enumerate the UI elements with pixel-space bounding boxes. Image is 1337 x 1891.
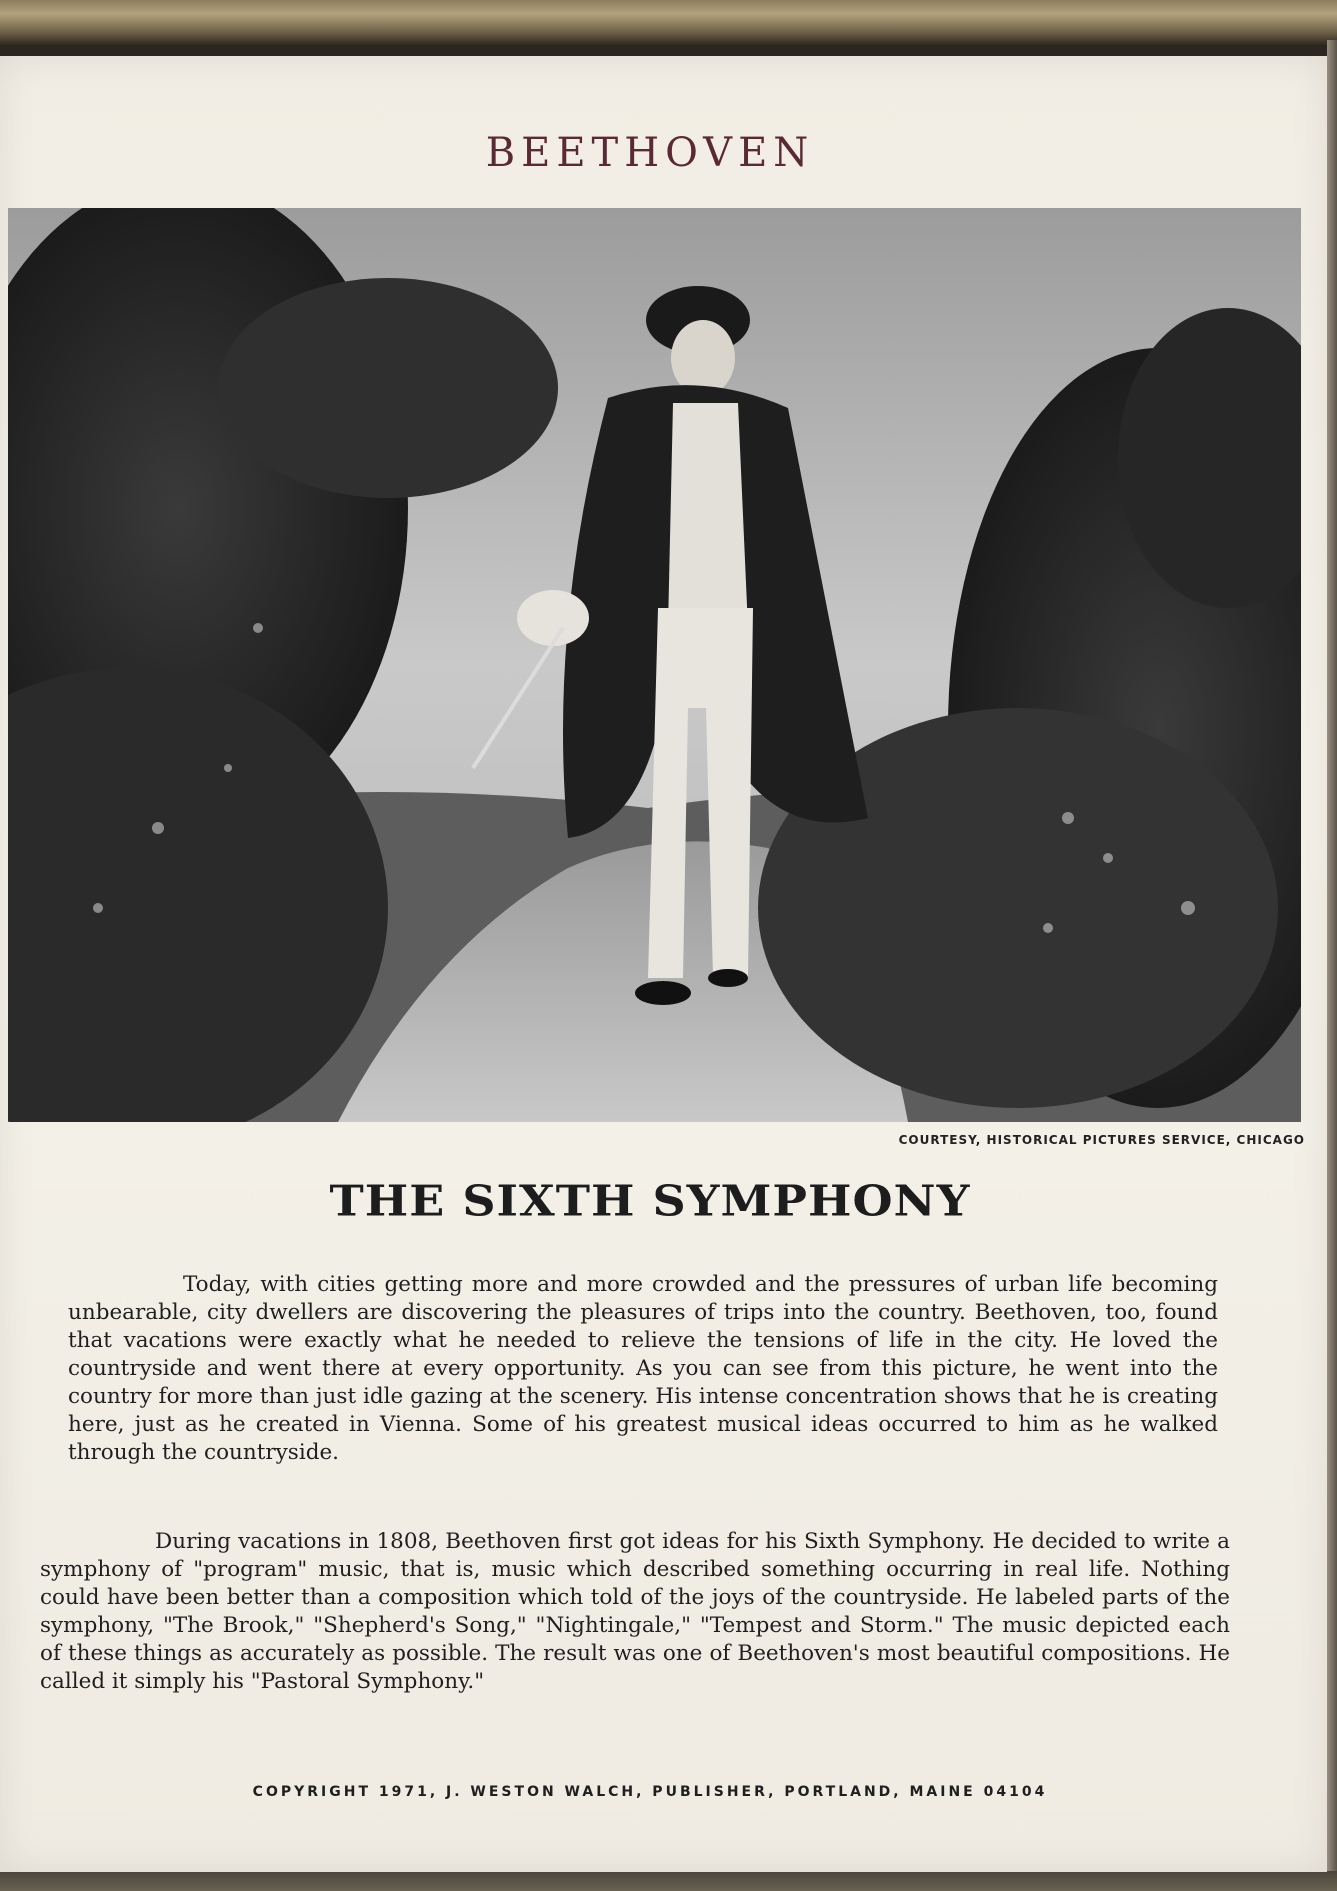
photo-illustration <box>8 208 1301 1122</box>
beethoven-walking-photo <box>8 208 1301 1122</box>
page-title: BEETHOVEN <box>485 130 815 176</box>
document-sheet <box>0 56 1327 1872</box>
picture-frame-right <box>1327 40 1337 1891</box>
picture-frame-top <box>0 0 1337 46</box>
paragraph-2: During vacations in 1808, Beethoven first got ideas for his Sixth Symphony. He decided to write a symphony of "program" music, that is, music which described something occurring in real life. Nothing could have been better than a composition which told of the joys of the countryside. He labeled parts of the symphony, "The Brook," "Shepherd's Song," "Nightingale," "Tempest and Storm." The music depicted each of these things as accurately as possible. The result was one of Beethoven's most beautiful compositions. He called it simply his "Pastoral Symphony." <box>40 1529 1230 1694</box>
photo-credit: COURTESY, HISTORICAL PICTURES SERVICE, CHICAGO <box>898 1133 1305 1147</box>
section-heading: THE SIXTH SYMPHONY <box>329 1176 971 1226</box>
paragraph-1: Today, with cities getting more and more crowded and the pressures of urban life becoming unbearable, city dwellers are discovering the pleasures of trips into the country. Beethoven, too, found that vacations were exactly what he needed to relieve the tensions of life in the city. He loved the countryside and went there at every opportunity. As you can see from this picture, he went into the country for more than just idle gazing at the scenery. His intense concentration shows that he is creating here, just as he created in Vienna. Some of his greatest musical ideas occurred to him as he walked through the countryside. <box>68 1272 1218 1465</box>
copyright-line: COPYRIGHT 1971, J. WESTON WALCH, PUBLISHER, PORTLAND, MAINE 04104 <box>252 1784 1048 1800</box>
picture-frame-bottom <box>0 1871 1337 1891</box>
